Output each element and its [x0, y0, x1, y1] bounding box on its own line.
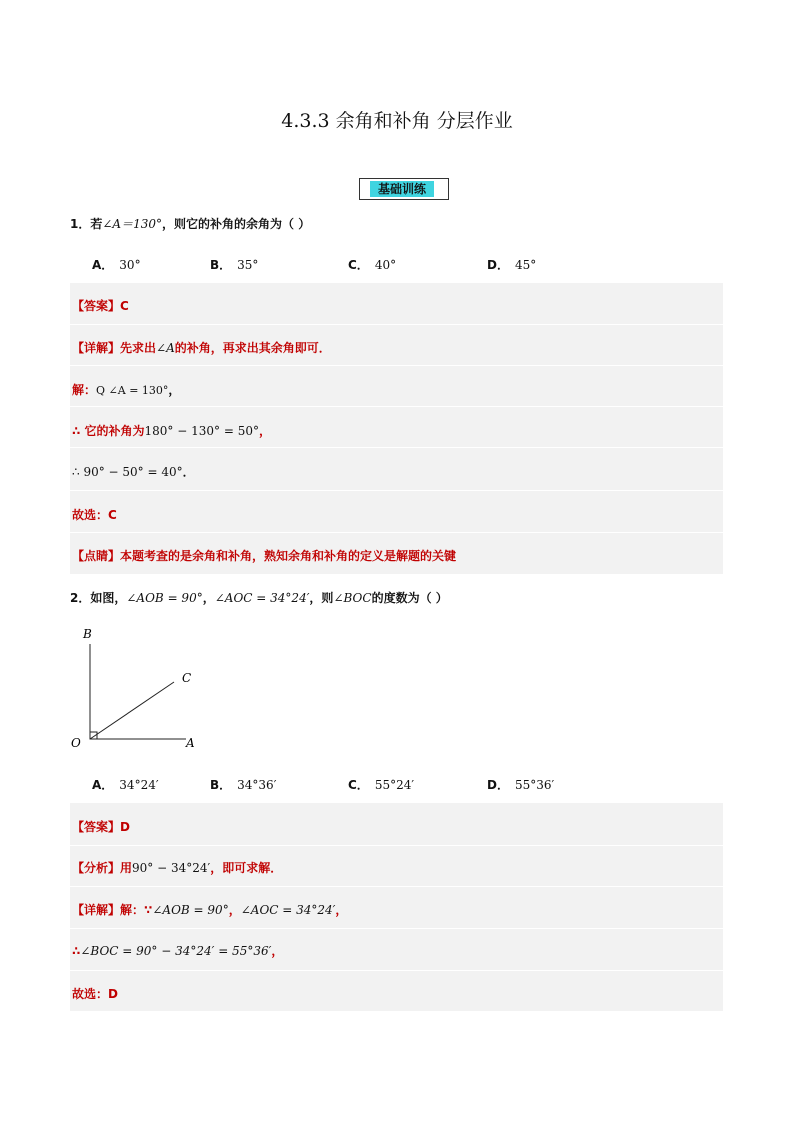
question-number: 2． — [70, 591, 91, 605]
label-o: O — [71, 736, 81, 750]
divider — [70, 490, 723, 491]
solution-line-3 — [72, 463, 195, 480]
option-letter: D． — [487, 778, 509, 792]
option-letter: A． — [92, 778, 114, 792]
ray-oc — [90, 682, 174, 739]
solution-text: ， — [168, 383, 181, 397]
option-value: 40° — [374, 258, 397, 272]
question-text: 若 — [90, 217, 103, 231]
option-value: 35° — [237, 258, 259, 272]
option-value: 34°24′ — [119, 778, 159, 792]
option-d[interactable] — [487, 776, 554, 793]
divider — [70, 532, 723, 533]
solution-text: ， — [271, 944, 284, 958]
label-a: A — [186, 736, 195, 750]
option-value: 45° — [514, 258, 537, 272]
question-text: ，则它的补角的余角为（ ） — [162, 217, 311, 231]
answer-line: 【答案】D — [72, 820, 130, 834]
detail-text: 的补角，再求出其余角即可． — [174, 341, 331, 355]
detail-text: ， — [335, 903, 348, 917]
solution-math: ∠BOC = 90° − 34°24′ = 55°36′ — [80, 944, 272, 958]
detail-line — [72, 901, 347, 918]
solution-line-1 — [72, 381, 180, 398]
solution-text: ∴ — [72, 944, 81, 958]
question-text: ， — [202, 591, 215, 605]
solution-label: 解： — [72, 383, 97, 397]
solution-line — [72, 942, 283, 959]
option-c[interactable] — [348, 776, 414, 793]
question-math: ∠AOB = 90° — [126, 591, 203, 605]
solution-math: ∴ 90° − 50° = 40° — [72, 465, 183, 479]
question-number: 1． — [70, 217, 91, 231]
question-math: ∠A＝130° — [102, 217, 163, 231]
question-2 — [70, 589, 448, 606]
detail-text: 【详解】解：∵ — [72, 903, 153, 917]
option-a[interactable] — [92, 256, 141, 273]
detail-line — [72, 339, 331, 356]
detail-math: ∠AOB = 90° — [152, 903, 229, 917]
divider — [70, 886, 723, 887]
analysis-math: 90° − 34°24′ — [132, 861, 211, 875]
choose-line: 故选：C — [72, 508, 117, 522]
divider — [70, 970, 723, 971]
page-title: 4.3.3 余角和补角 分层作业 — [281, 110, 513, 132]
option-letter: B． — [210, 258, 232, 272]
angle-figure — [66, 622, 216, 757]
analysis-line — [72, 859, 282, 876]
option-value: 30° — [119, 258, 141, 272]
detail-math: ∠AOC = 34°24′ — [240, 903, 336, 917]
question-math: ∠BOC — [333, 591, 372, 605]
option-value: 55°24′ — [374, 778, 415, 792]
question-math: ∠AOC = 34°24′ — [214, 591, 310, 605]
divider — [70, 406, 723, 407]
divider — [70, 365, 723, 366]
option-letter: A． — [92, 258, 114, 272]
option-value: 55°36′ — [514, 778, 555, 792]
solution-text: ． — [182, 465, 195, 479]
question-text: ，则 — [309, 591, 334, 605]
analysis-text: 【分析】用 — [72, 861, 133, 875]
divider — [70, 928, 723, 929]
detail-text: 【详解】先求出 — [72, 341, 157, 355]
divider — [70, 324, 723, 325]
solution-line-2 — [72, 422, 271, 439]
option-d[interactable] — [487, 256, 536, 273]
divider — [70, 447, 723, 448]
option-a[interactable] — [92, 776, 159, 793]
question-text: 如图， — [90, 591, 127, 605]
option-letter: C． — [348, 778, 369, 792]
detail-math: ∠A — [156, 341, 175, 355]
option-letter: D． — [487, 258, 509, 272]
option-b[interactable] — [210, 256, 258, 273]
question-text: 的度数为（ ） — [371, 591, 448, 605]
section-label: 基础训练 — [370, 181, 434, 197]
solution-text: ∴ 它的补角为 — [72, 424, 145, 438]
option-c[interactable] — [348, 256, 396, 273]
option-letter: B． — [210, 778, 232, 792]
option-b[interactable] — [210, 776, 276, 793]
answer-line: 【答案】C — [72, 299, 129, 313]
option-value: 34°36′ — [237, 778, 277, 792]
option-letter: C． — [348, 258, 369, 272]
analysis-text: ，即可求解． — [210, 861, 283, 875]
solution-math: Q ∠A = 130° — [96, 384, 169, 397]
question-1 — [70, 215, 310, 232]
solution-math: 180° − 130° = 50° — [144, 424, 259, 438]
choose-line: 故选：D — [72, 987, 118, 1001]
detail-text: ， — [228, 903, 241, 917]
label-c: C — [182, 671, 192, 685]
section-header — [359, 178, 449, 200]
divider — [70, 845, 723, 846]
label-b: B — [83, 627, 92, 641]
comment-line: 【点睛】本题考查的是余角和补角，熟知余角和补角的定义是解题的关键 — [72, 549, 457, 563]
solution-text: ， — [258, 424, 271, 438]
